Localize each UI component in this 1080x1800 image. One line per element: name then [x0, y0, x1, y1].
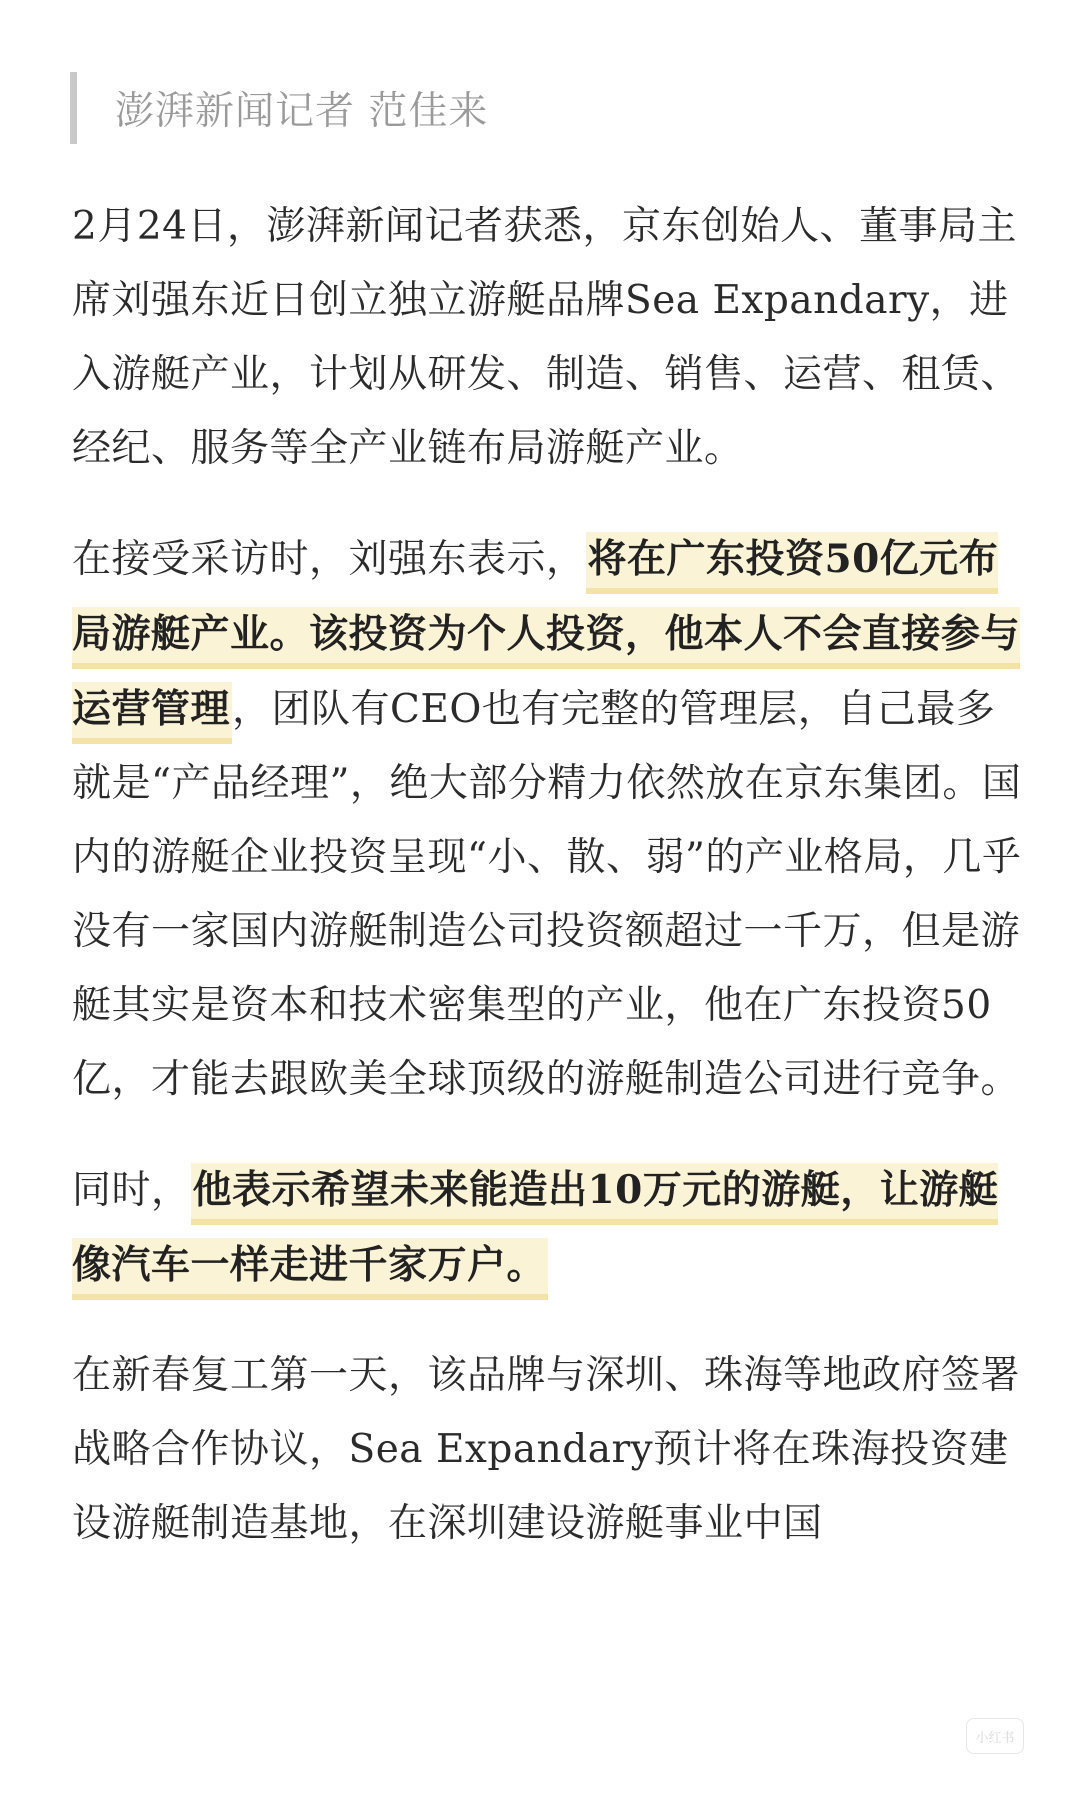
- watermark-text: 小红书: [975, 1730, 1015, 1746]
- paragraph-1-text: 2月24日，澎湃新闻记者获悉，京东创始人、董事局主席刘强东近日创立独立游艇品牌Sea Expandary，进入游艇产业，计划从研发、制造、销售、运营、租赁、经纪、服务等全产业链布局游艇产业。: [72, 204, 1021, 471]
- watermark-logo: [966, 1718, 1024, 1754]
- paragraph-1: [72, 190, 1022, 486]
- paragraph-2: [72, 522, 1022, 1117]
- paragraph-4: [72, 1339, 1022, 1561]
- paragraph-3: [72, 1153, 1022, 1303]
- byline-text: 澎湃新闻记者 范佳来: [115, 89, 489, 134]
- paragraph-4-text: 在新春复工第一天，该品牌与深圳、珠海等地政府签署战略合作协议，Sea Expandary预计将在珠海投资建设游艇制造基地，在深圳建设游艇事业中国: [72, 1353, 1021, 1546]
- byline-accent-bar: [70, 72, 77, 144]
- paragraph-2-lead: 在接受采访时，刘强东表示，: [72, 537, 586, 582]
- byline: [70, 72, 488, 144]
- paragraph-2-rest: ，团队有CEO也有完整的管理层，自己最多就是“产品经理”，绝大部分精力依然放在京东集团。国内的游艇企业投资呈现“小、散、弱”的产业格局，几乎没有一家国内游艇制造公司投资额超过一千万，但是游艇其实是资本和技术密集型的产业，他在广东投资50亿，才能去跟欧美全球顶级的游艇制造公司进行竞争。: [72, 687, 1022, 1102]
- paragraph-2-highlight: 将在广东投资50亿元布局游艇产业。该投资为个人投资，他本人不会直接参与运营管理: [72, 532, 1020, 738]
- paragraph-3-lead: 同时，: [72, 1168, 191, 1213]
- paragraph-3-highlight: 他表示希望未来能造出10万元的游艇，让游艇像汽车一样走进千家万户。: [72, 1163, 998, 1294]
- article-body: [72, 190, 1022, 1597]
